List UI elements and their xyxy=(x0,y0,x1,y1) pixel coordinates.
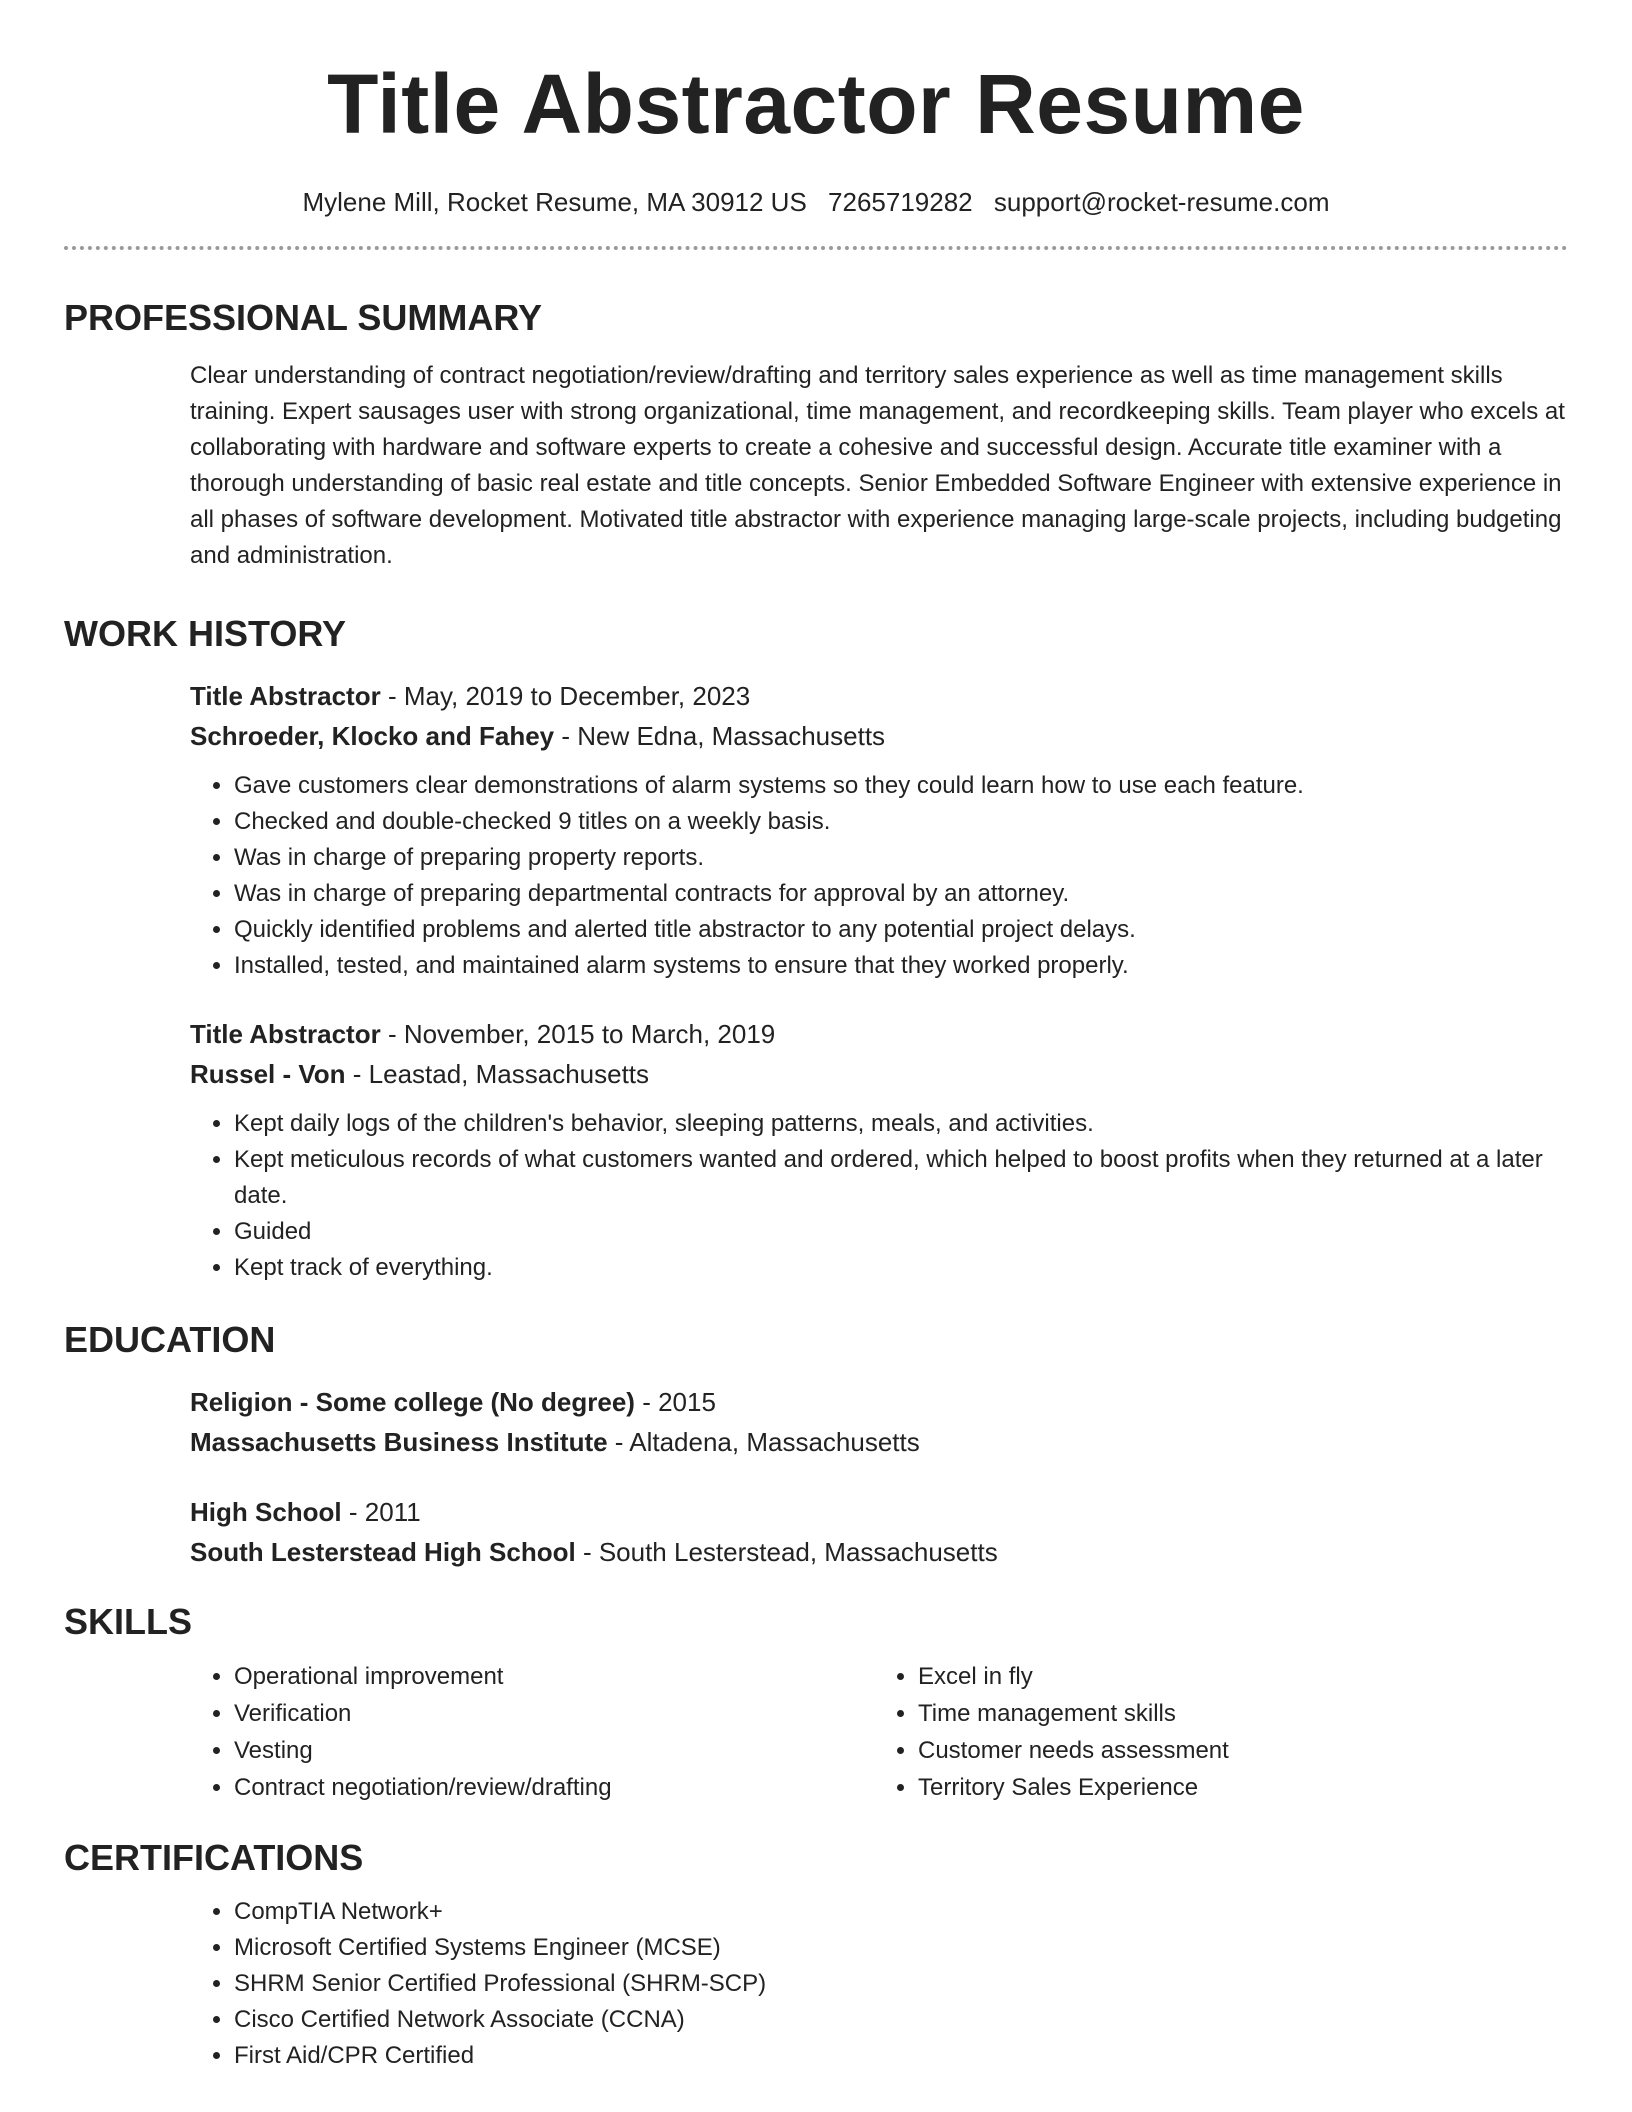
job-bullet: • Kept track of everything. xyxy=(234,1250,1568,1286)
education-year: - 2015 xyxy=(634,1387,716,1417)
job-company-line xyxy=(190,716,1568,756)
education-school-line xyxy=(190,1422,1568,1462)
contact-email: support@rocket-resume.com xyxy=(993,187,1330,217)
job-bullets xyxy=(190,1106,1568,1286)
job-bullet: • Checked and double-checked 9 titles on a weekly basis. xyxy=(234,804,1568,840)
education-degree-line xyxy=(190,1382,1568,1422)
summary-text: Clear understanding of contract negotiation/review/drafting and territory sales experience as well as time management skills training. Expert sausages user with strong organizational, time management, and recordkeeping skills. Team player who excels at collaborating with hardware and software experts to create a cohesive and successful design. Accurate title examiner with a thorough understanding of basic real estate and title concepts. Senior Embedded Software Engineer with extensive experience in all phases of software development. Motivated title abstractor with experience managing large-scale projects, including budgeting and administration. xyxy=(190,362,1565,569)
skill-item: • Operational improvement xyxy=(234,1658,874,1695)
summary-section xyxy=(64,296,1568,574)
education-entry xyxy=(190,1492,1568,1572)
skill-item: • Time management skills xyxy=(918,1695,1558,1732)
job-title-line xyxy=(190,676,1568,716)
certification-item: • CompTIA Network+ xyxy=(234,1894,1568,1930)
certifications-list xyxy=(190,1894,1568,2074)
education-degree-line xyxy=(190,1492,1568,1532)
job-bullet: • Installed, tested, and maintained alarm systems to ensure that they worked properly. xyxy=(234,948,1568,984)
work-history-heading: WORK HISTORY xyxy=(64,613,347,654)
job-bullet: • Kept meticulous records of what customers wanted and ordered, which helped to boost profits when they returned at a later date. xyxy=(234,1142,1568,1214)
job-bullet: • Was in charge of preparing departmental contracts for approval by an attorney. xyxy=(234,876,1568,912)
certification-item: • Cisco Certified Network Associate (CCNA) xyxy=(234,2002,1568,2038)
contact-line xyxy=(64,184,1568,220)
education-location: - South Lesterstead, Massachusetts xyxy=(575,1537,998,1567)
certification-item: • First Aid/CPR Certified xyxy=(234,2038,1568,2074)
education-degree: High School xyxy=(190,1497,342,1527)
contact-phone: 7265719282 xyxy=(828,187,973,217)
skill-item: • Vesting xyxy=(234,1732,874,1769)
skill-item: • Verification xyxy=(234,1695,874,1732)
education-year: - 2011 xyxy=(341,1497,421,1527)
skill-item: • Customer needs assessment xyxy=(918,1732,1558,1769)
resume-page xyxy=(64,0,1568,2074)
skills-list-left xyxy=(190,1658,874,1806)
certification-item: • Microsoft Certified Systems Engineer (MCSE) xyxy=(234,1930,1568,1966)
summary-heading: PROFESSIONAL SUMMARY xyxy=(64,297,543,338)
education-heading: EDUCATION xyxy=(64,1319,276,1360)
job-title: Title Abstractor xyxy=(190,1019,381,1049)
job-dates: - May, 2019 to December, 2023 xyxy=(380,681,751,711)
education-location: - Altadena, Massachusetts xyxy=(607,1427,920,1457)
skill-item: • Excel in fly xyxy=(918,1658,1558,1695)
education-entry xyxy=(190,1382,1568,1462)
education-school: South Lesterstead High School xyxy=(190,1537,576,1567)
education-degree: Religion - Some college (No degree) xyxy=(190,1387,635,1417)
job-entry xyxy=(190,1014,1568,1286)
job-company: Russel - Von xyxy=(190,1059,346,1089)
job-company-line xyxy=(190,1054,1568,1094)
job-bullet: • Gave customers clear demonstrations of alarm systems so they could learn how to use each feature. xyxy=(234,768,1568,804)
job-location: - New Edna, Massachusetts xyxy=(554,721,886,751)
job-bullet: • Was in charge of preparing property reports. xyxy=(234,840,1568,876)
skill-item: • Contract negotiation/review/drafting xyxy=(234,1769,874,1806)
resume-title: Title Abstractor Resume xyxy=(327,57,1305,151)
education-school-line xyxy=(190,1532,1568,1572)
work-history-section xyxy=(64,612,1568,1286)
job-bullet: • Quickly identified problems and alerted title abstractor to any potential project delays. xyxy=(234,912,1568,948)
header-divider xyxy=(64,246,1568,250)
contact-address: Mylene Mill, Rocket Resume, MA 30912 US xyxy=(302,187,807,217)
job-bullet: • Kept daily logs of the children's behavior, sleeping patterns, meals, and activities. xyxy=(234,1106,1568,1142)
job-entry xyxy=(190,676,1568,984)
job-dates: - November, 2015 to March, 2019 xyxy=(380,1019,776,1049)
job-title: Title Abstractor xyxy=(190,681,381,711)
certifications-heading: CERTIFICATIONS xyxy=(64,1837,364,1878)
education-school: Massachusetts Business Institute xyxy=(190,1427,608,1457)
job-title-line xyxy=(190,1014,1568,1054)
skills-heading: SKILLS xyxy=(64,1601,193,1642)
job-bullet: • Guided xyxy=(234,1214,1568,1250)
job-location: - Leastad, Massachusetts xyxy=(345,1059,650,1089)
skills-list-right xyxy=(874,1658,1558,1806)
certifications-section xyxy=(64,1836,1568,2074)
skills-columns xyxy=(190,1658,1568,1806)
skill-item: • Territory Sales Experience xyxy=(918,1769,1558,1806)
certification-item: • SHRM Senior Certified Professional (SHRM-SCP) xyxy=(234,1966,1568,2002)
skills-section xyxy=(64,1600,1568,1806)
job-bullets xyxy=(190,768,1568,984)
education-section xyxy=(64,1318,1568,1572)
job-company: Schroeder, Klocko and Fahey xyxy=(190,721,555,751)
